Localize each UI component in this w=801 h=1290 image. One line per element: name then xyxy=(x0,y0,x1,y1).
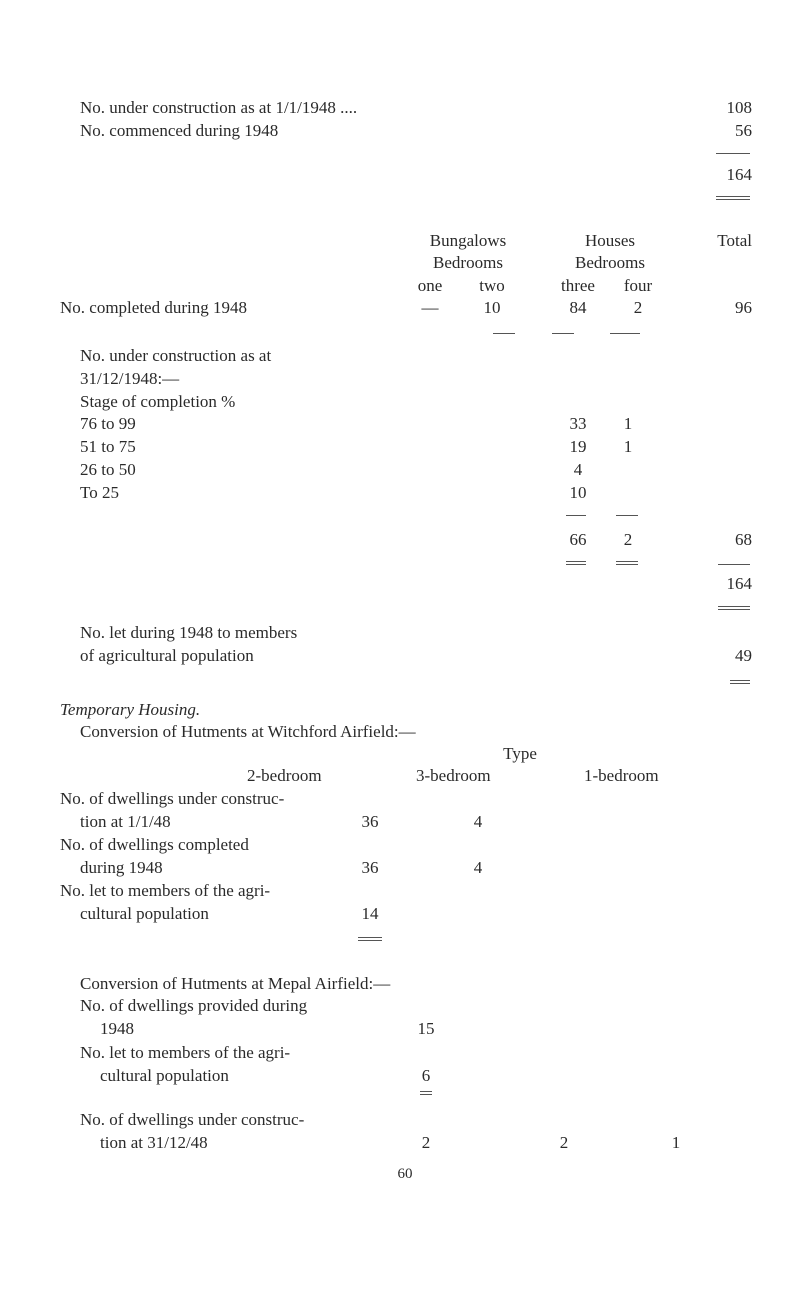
mepal-row-v1: 6 xyxy=(421,1066,431,1085)
witchford-row-v1: 36 xyxy=(361,858,379,877)
stage-label: 26 to 50 xyxy=(80,460,136,479)
under-construction-start-label: No. under construction as at 1/1/1948 .... xyxy=(80,98,358,117)
header-three: three xyxy=(561,276,595,295)
double-rule xyxy=(718,606,750,610)
completed-four: 2 xyxy=(633,298,643,317)
stage-three: 4 xyxy=(573,460,583,479)
let-value: 49 xyxy=(735,646,752,665)
completed-one: — xyxy=(421,298,439,317)
grand-total: 164 xyxy=(726,574,752,593)
mepal-row-v1: 15 xyxy=(417,1019,435,1038)
completed-three: 84 xyxy=(569,298,587,317)
uc-label-line3: Stage of completion % xyxy=(80,392,236,411)
mepal-row-label1: No. of dwellings under construc- xyxy=(80,1110,305,1129)
col-2-bedroom: 2-bedroom xyxy=(247,766,322,785)
mepal-title: Conversion of Hutments at Mepal Airfield:— xyxy=(80,974,391,993)
let-label-line1: No. let during 1948 to members xyxy=(80,623,298,642)
witchford-row-label2: tion at 1/1/48 xyxy=(80,812,171,831)
uc-sum-four: 2 xyxy=(623,530,633,549)
rule-three-sum xyxy=(566,515,586,516)
stage-label: To 25 xyxy=(80,483,119,502)
header-bungalows: Bungalows xyxy=(429,231,507,250)
witchford-row-v2: 4 xyxy=(473,858,483,877)
header-one: one xyxy=(417,276,443,295)
double-rule xyxy=(358,937,382,941)
completed-label: No. completed during 1948 xyxy=(60,298,247,317)
header-two: two xyxy=(479,276,505,295)
let-label-line2: of agricultural population xyxy=(80,646,254,665)
double-rule xyxy=(566,561,586,565)
stage-four: 1 xyxy=(623,414,633,433)
mepal-row-label2: tion at 31/12/48 xyxy=(100,1133,208,1152)
rule-four-sum xyxy=(616,515,638,516)
double-rule xyxy=(730,680,750,684)
witchford-title: Conversion of Hutments at Witchford Airfield:— xyxy=(80,722,416,741)
col-3-bedroom: 3-bedroom xyxy=(416,766,491,785)
rule-three xyxy=(552,333,574,334)
mepal-row-v2: 2 xyxy=(559,1133,569,1152)
mepal-row-label1: No. let to members of the agri- xyxy=(80,1043,291,1062)
stage-four: 1 xyxy=(623,437,633,456)
witchford-row-label2: cultural population xyxy=(80,904,209,923)
page-number: 60 xyxy=(397,1166,413,1182)
stage-label: 76 to 99 xyxy=(80,414,136,433)
col-1-bedroom: 1-bedroom xyxy=(584,766,659,785)
witchford-row-v2: 4 xyxy=(473,812,483,831)
stage-three: 33 xyxy=(569,414,587,433)
header-bungalows-bedrooms: Bedrooms xyxy=(433,253,503,272)
under-construction-start-value: 108 xyxy=(726,98,752,117)
header-houses: Houses xyxy=(584,231,636,250)
double-rule xyxy=(716,196,750,200)
witchford-row-v1: 14 xyxy=(361,904,379,923)
mepal-row-v3: 1 xyxy=(671,1133,681,1152)
commenced-value: 56 xyxy=(735,121,752,140)
stage-three: 10 xyxy=(569,483,587,502)
uc-label-line1: No. under construction as at xyxy=(80,346,272,365)
commenced-label: No. commenced during 1948 xyxy=(80,121,279,140)
sum-rule xyxy=(716,153,750,154)
mepal-row-label1: No. of dwellings provided during xyxy=(80,996,308,1015)
double-rule xyxy=(616,561,638,565)
rule-total xyxy=(718,564,750,565)
mepal-row-v1: 2 xyxy=(421,1133,431,1152)
completed-total: 96 xyxy=(735,298,752,317)
stage-three: 19 xyxy=(569,437,587,456)
header-four: four xyxy=(623,276,653,295)
mepal-row-label2: 1948 xyxy=(100,1019,134,1038)
uc-label-line2: 31/12/1948:— xyxy=(80,369,180,388)
witchford-row-label1: No. of dwellings under construc- xyxy=(60,789,285,808)
mepal-row-label2: cultural population xyxy=(100,1066,229,1085)
uc-sum-total: 68 xyxy=(735,530,752,549)
header-houses-bedrooms: Bedrooms xyxy=(575,253,645,272)
rule-two xyxy=(493,333,515,334)
witchford-row-label1: No. of dwellings completed xyxy=(60,835,249,854)
commenced-sum-value: 164 xyxy=(726,165,752,184)
witchford-row-v1: 36 xyxy=(361,812,379,831)
completed-two: 10 xyxy=(483,298,501,317)
header-total: Total xyxy=(717,231,752,250)
uc-sum-three: 66 xyxy=(569,530,587,549)
witchford-row-label1: No. let to members of the agri- xyxy=(60,881,271,900)
temporary-heading: Temporary Housing. xyxy=(60,700,201,719)
rule-four xyxy=(610,333,640,334)
double-rule xyxy=(420,1091,432,1095)
stage-label: 51 to 75 xyxy=(80,437,136,456)
witchford-row-label2: during 1948 xyxy=(80,858,163,877)
type-label: Type xyxy=(503,744,537,763)
